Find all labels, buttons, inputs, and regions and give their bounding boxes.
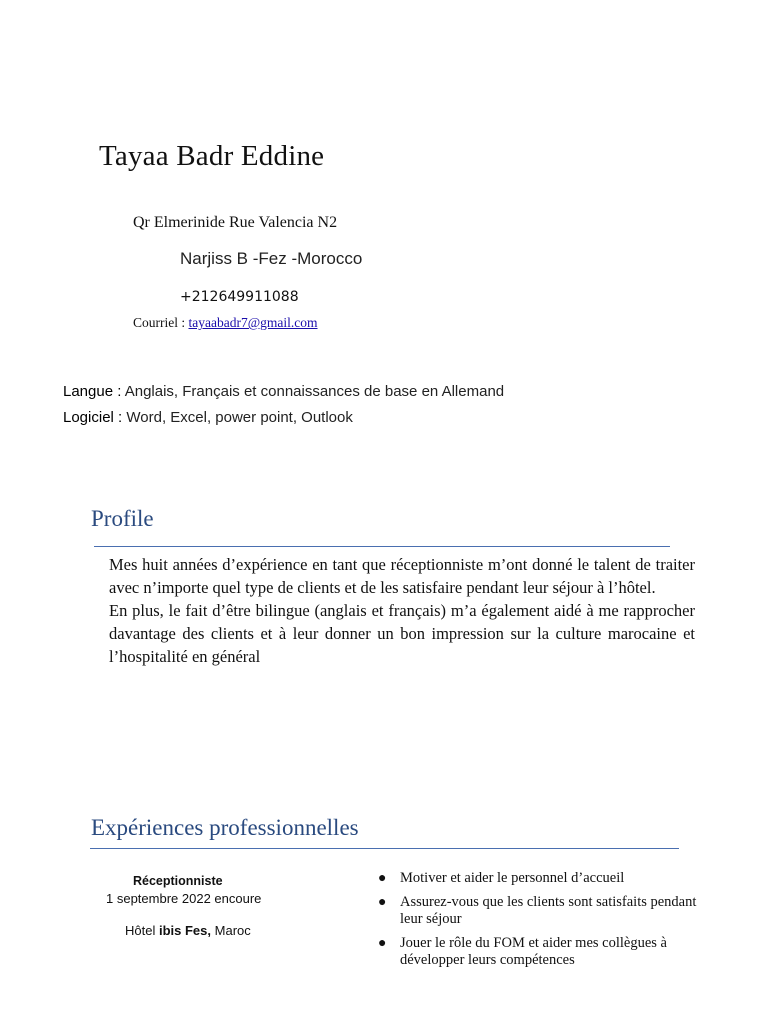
- duty-text: Assurez-vous que les clients sont satisfaits pendant leur séjour: [400, 893, 697, 927]
- list-item: [378, 870, 708, 888]
- email-row: [133, 315, 318, 331]
- employer-location: Maroc: [214, 923, 251, 938]
- address-line-1: Qr Elmerinide Rue Valencia N2: [133, 214, 338, 231]
- software-label: Logiciel :: [63, 409, 123, 426]
- duty-text: Jouer le rôle du FOM et aider mes collègues à développer leurs compétences: [400, 934, 667, 968]
- experience-divider: [90, 848, 679, 849]
- bullet-icon: ●: [378, 935, 387, 951]
- job-role: Réceptionniste: [133, 874, 223, 888]
- candidate-name: Tayaa Badr Eddine: [99, 140, 325, 172]
- experience-heading: Expériences professionnelles: [91, 815, 359, 840]
- bullet-icon: ●: [378, 894, 387, 910]
- employer-prefix: Hôtel: [125, 923, 156, 938]
- duty-text: Motiver et aider le personnel d’accueil: [400, 870, 625, 886]
- profile-divider: [94, 546, 670, 547]
- list-item: [378, 894, 708, 929]
- email-label: Courriel :: [133, 315, 186, 330]
- profile-text: [109, 553, 695, 668]
- language-label: Langue :: [63, 383, 122, 400]
- bullet-icon: ●: [378, 871, 387, 886]
- job-duties-list: [378, 870, 708, 976]
- job-date: 1 septembre 2022 encoure: [106, 891, 262, 906]
- software-value: Word, Excel, power point, Outlook: [126, 409, 353, 426]
- employer-name: ibis Fes,: [158, 923, 212, 938]
- job-employer: [125, 923, 251, 938]
- phone-number: +212649911088: [180, 289, 299, 305]
- profile-paragraph-1: Mes huit années d’expérience en tant que réceptionniste m’ont donné le talent de traiter avec n’importe quel type de clients et de les satisfaire pendant leur séjour à l’hôtel.: [109, 555, 695, 597]
- language-value: Anglais, Français et connaissances de base en Allemand: [124, 383, 505, 400]
- address-line-2: Narjiss B -Fez -Morocco: [180, 249, 363, 268]
- list-item: [378, 935, 708, 970]
- software-row: [63, 409, 353, 426]
- language-row: [63, 383, 504, 400]
- email-link[interactable]: tayaabadr7@gmail.com: [188, 315, 318, 330]
- profile-heading: Profile: [91, 506, 154, 531]
- profile-paragraph-2: En plus, le fait d’être bilingue (anglais et français) m’a également aidé à me rapprocher davantage des clients et à leur donner un bon impression sur la culture marocaine et l’hospitalité en général: [109, 601, 695, 666]
